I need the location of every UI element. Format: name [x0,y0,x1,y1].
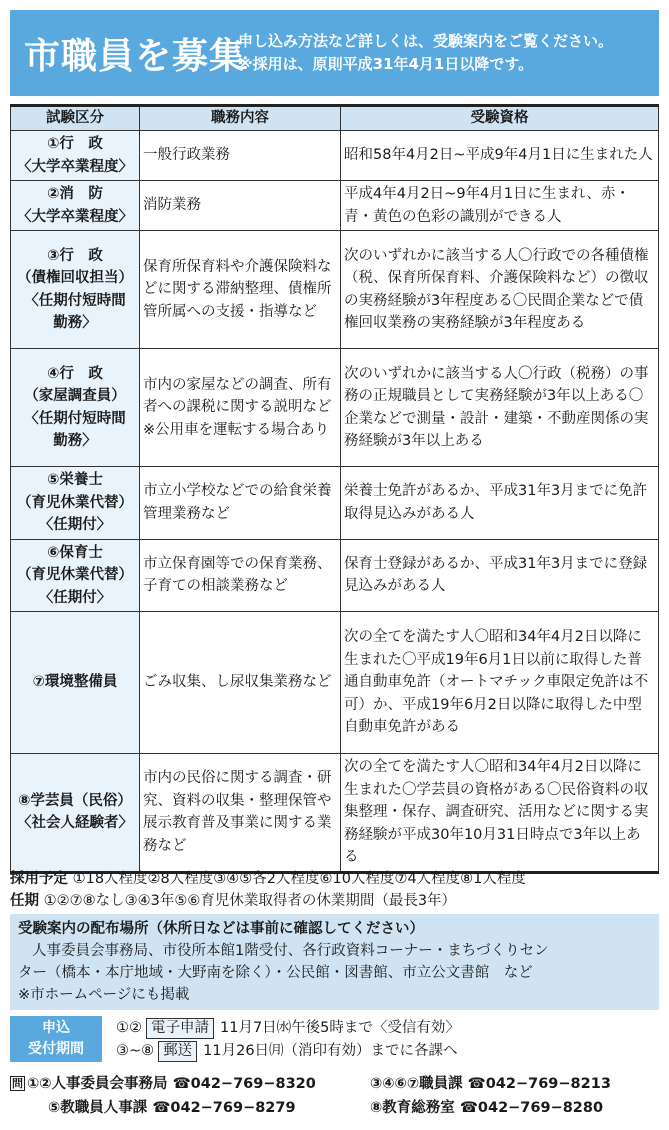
row-duty: 一般行政業務 [140,131,341,181]
hiring-plan [10,868,659,890]
contact-teacher-personnel: ⑤教職員人事課 ☎042−769−8279 [48,1100,296,1116]
period-deadline: 11月7日㈬午後5時まで〈受信有効〉 [220,1020,460,1036]
row-duty: 消防業務 [140,181,341,231]
mail-application-chip: 郵送 [158,1041,197,1062]
row-qualification: 保育士登録があるか、平成31年3月までに登録見込みがある人 [341,539,659,612]
row-category [11,539,140,612]
inquiry-row [10,1072,659,1096]
category-line: ③行 政 [47,247,103,264]
inquiry-row [10,1096,659,1120]
contact-personnel-committee [10,1072,316,1096]
job-table [10,104,659,874]
row-category [11,467,140,540]
row-category [11,754,140,873]
row-qualification: 栄養士免許があるか、平成31年3月までに免許取得見込みがある人 [341,467,659,540]
row-qualification: 次の全てを満たす人〇昭和34年4月2日以降に生まれた〇平成19年6月1日以前に取得した普通自動車免許（オートマチック車限定免許は不可）か、平成19年6月2日以降に取得した中型自動車免許がある [341,612,659,754]
category-line: ①行 政 [47,136,103,152]
row-duty: 市内の家屋などの調査、所有者への課税に関する説明など ※公用車を運転する場合あり [140,349,341,467]
period-row-online [116,1017,460,1039]
row-category [11,231,140,349]
distribution-line: 人事委員会事務局、市役所本館1階受付、各行政資料コーナー・まちづくりセン [32,943,549,959]
header-duty: 職務内容 [140,106,341,131]
row-duty: 市立保育園等での保育業務、子育ての相談業務など [140,539,341,612]
category-line: ⑦環境整備員 [32,674,118,691]
term-label: 任期 [10,893,39,909]
distribution-box [10,914,659,1010]
row-duty: 市立小学校などでの給食栄養管理業務など [140,467,341,540]
table-row [11,539,659,612]
period-prefix: ③~⑧ [116,1043,155,1059]
table-header-row [11,106,659,131]
category-line: （育児休業代替） [17,494,133,511]
category-line: 勤務〉 [53,433,97,449]
table-row [11,612,659,754]
header-note-start: ※採用は、原則平成31年4月1日以降です。 [238,55,534,73]
table-row [11,467,659,540]
period-label-line: 申込 [42,1020,70,1036]
contact-text: ①②人事委員会事務局 ☎042−769−8320 [27,1076,316,1092]
application-period [10,1016,659,1064]
period-label-line: 受付期間 [28,1041,84,1057]
term-of-office [10,890,659,912]
header-notes [238,30,613,76]
category-line: 〈任期付〉 [38,517,112,533]
table-row [11,181,659,231]
distribution-line: ター（橋本・本庁地域・大野南を除く）・公民館・図書館、市立公文書館 など [18,965,533,981]
inquiry-badge: 問 [12,1077,23,1090]
distribution-note: ※市ホームページにも掲載 [18,987,190,1003]
row-qualification: 次のいずれかに該当する人〇行政（税務）の事務の正規職員として実務経験が3年以上ある〇企業などで測量・設計・建築・不動産関係の実務経験が3年以上ある [341,349,659,467]
row-category [11,131,140,181]
category-line: 〈社会人経験者〉 [17,815,133,832]
category-line: ②消 防 [47,186,103,202]
row-category [11,181,140,231]
table-row [11,754,659,873]
contact-personnel-division: ③④⑥⑦職員課 ☎042−769−8213 [370,1076,611,1092]
header-category: 試験区分 [11,106,140,131]
category-line: 〈大学卒業程度〉 [17,158,133,175]
recruitment-header [10,10,659,96]
period-deadline: 11月26日㈪（消印有効）までに各課へ [203,1043,458,1059]
distribution-title: 受験案内の配布場所（休所日などは事前に確認してください） [18,921,424,937]
category-line: ⑥保育士 [47,544,103,561]
category-line: （家屋調査員） [24,388,126,404]
row-qualification: 次の全てを満たす人〇昭和34年4月2日以降に生まれた〇学芸員の資格がある〇民俗資料の収集整理・保存、調査研究、活用などに関する実務経験が平成30年10月31日時点で3年以上ある [341,754,659,873]
hiring-plan-label: 採用予定 [10,871,68,887]
row-qualification: 平成4年4月2日~9年4月1日に生まれ、赤・青・黄色の色彩の識別ができる人 [341,181,659,231]
category-line: 勤務〉 [53,315,97,331]
category-line: ⑤栄養士 [47,472,103,488]
category-line: ⑧学芸員（民俗） [18,792,132,809]
row-qualification: 次のいずれかに該当する人〇行政での各種債権（税、保育所保育料、介護保険料など）の徴収の実務経験が3年程度ある〇民間企業などで債権回収業務の実務経験が3年程度ある [341,231,659,349]
header-qualification: 受験資格 [341,106,659,131]
table-row [11,349,659,467]
period-label [10,1016,102,1062]
hiring-summary [10,868,659,912]
category-line: ④行 政 [47,365,103,382]
row-category [11,612,140,754]
term-value: ①②⑦⑧なし③④3年⑤⑥育児休業取得者の休業期間（最長3年） [43,893,457,909]
period-prefix: ①② [116,1020,142,1036]
inquiry-contacts [10,1072,659,1120]
row-duty: 市内の民俗に関する調査・研究、資料の収集・整理保管や展示教育普及事業に関する業務など [140,754,341,873]
row-category [11,349,140,467]
category-line: （債権回収担当） [17,270,133,286]
row-qualification: 昭和58年4月2日~平成9年4月1日に生まれた人 [341,131,659,181]
page-title: 市職員を募集 [24,35,247,77]
online-application-chip: 電子申請 [146,1018,214,1039]
row-duty: ごみ収集、し尿収集業務など [140,612,341,754]
category-line: 〈任期付短時間 [24,410,126,427]
category-line: 〈大学卒業程度〉 [17,208,133,225]
period-row-mail [116,1040,458,1062]
header-note-detail: 申し込み方法など詳しくは、受験案内をご覧ください。 [238,32,614,50]
category-line: （育児休業代替） [17,567,133,583]
table-row [11,131,659,181]
category-line: 〈任期付短時間 [24,292,126,309]
contact-education-general-affairs: ⑧教育総務室 ☎042−769−8280 [370,1100,604,1116]
table-row [11,231,659,349]
category-line: 〈任期付〉 [38,589,112,606]
hiring-plan-value: ①18人程度②8人程度③④⑤各2人程度⑥10人程度⑦4人程度⑧1人程度 [72,871,526,887]
row-duty: 保育所保育料や介護保険料などに関する滞納整理、債権所管所属への支援・指導など [140,231,341,349]
